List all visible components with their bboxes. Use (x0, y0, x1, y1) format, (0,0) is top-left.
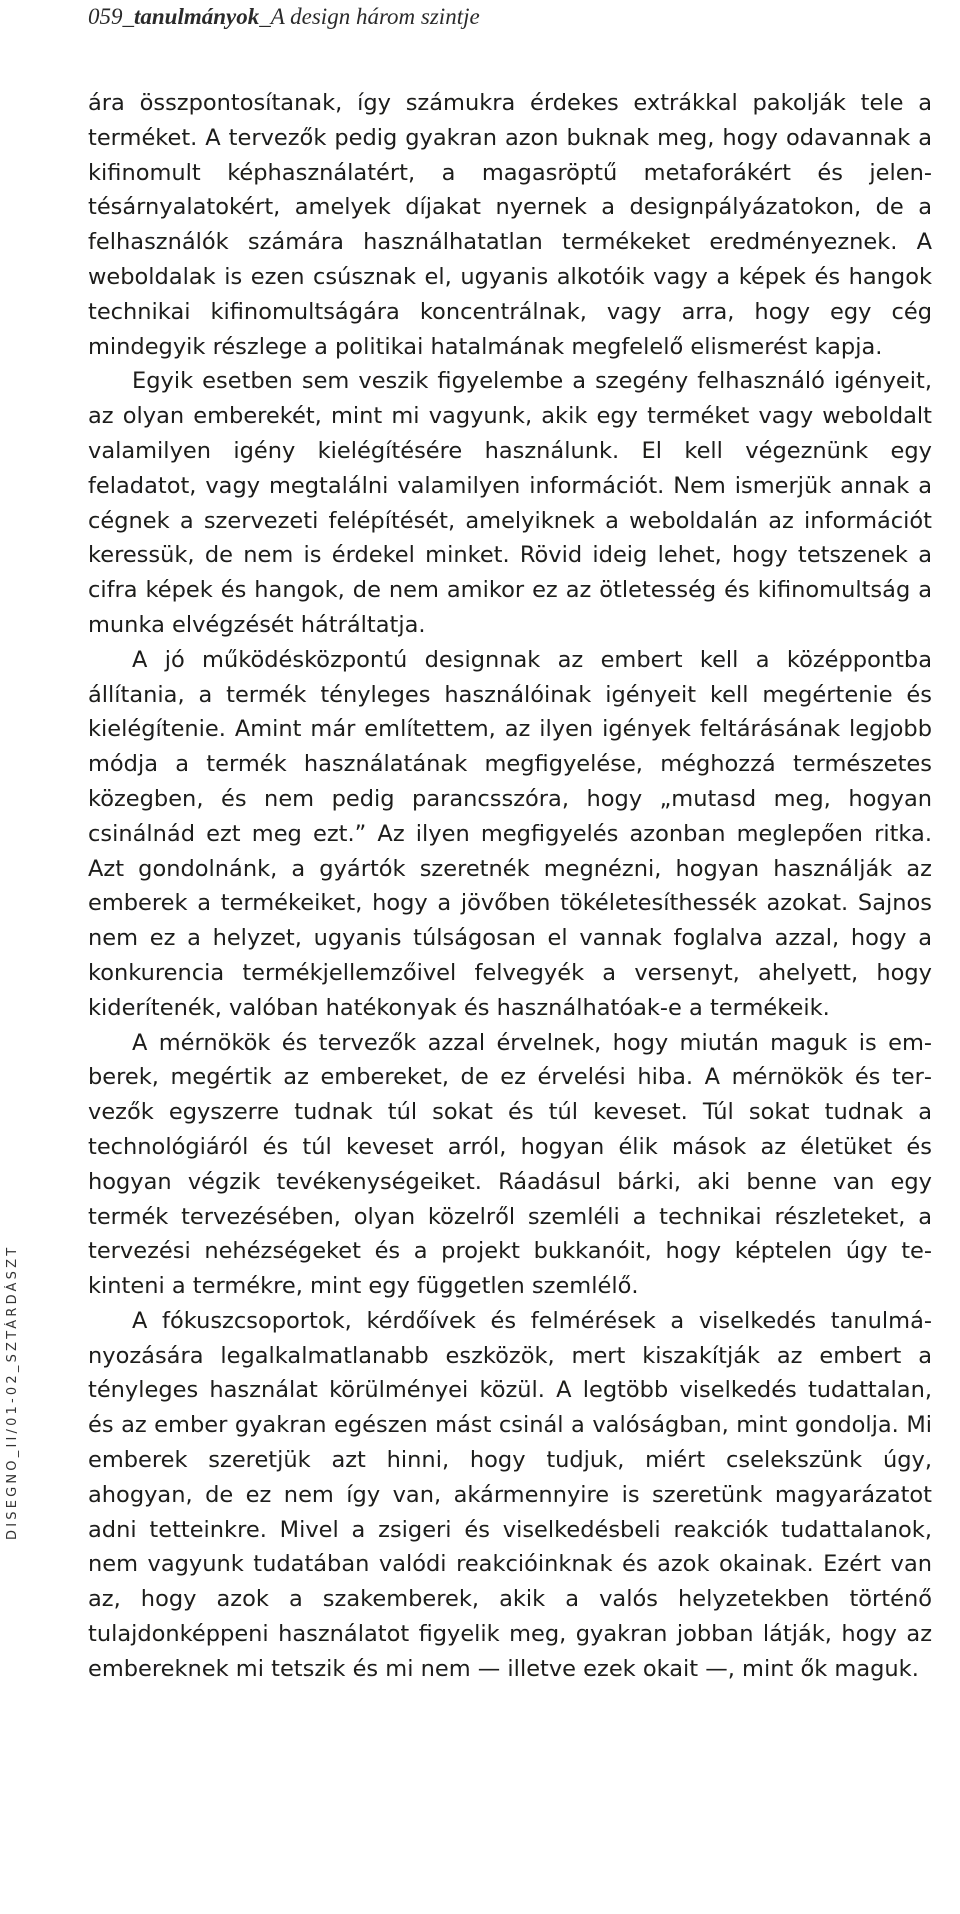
paragraph-5: A fókuszcsoportok, kérdőívek és felmérések a viselkedés tanulmányozására legalkalmatlanabb eszközök, mert kiszakítják az embert a tényleges használat körülményei közül. A legtöbb viselkedés tudattalan, és az ember gyakran egészen mást csinál a valóságban, mint gondolja. Mi emberek szeretjük azt hinni, hogy tudjuk, miért cselekszünk úgy, ahogyan, de ez nem így van, akármennyire is szeretünk magyarázatot adni tetteinkre. Mivel a zsigeri és viselkedésbeli reakciók tudattalanok, nem vagyunk tudatában valódi reakcióinknak és azok okainak. Ezért van az, hogy azok a szakemberek, akik a valós helyzetekben történő tulajdonképpeni használatot figyelik meg, gyakran jobban látják, hogy az embereknek mi tetszik és mi nem — illetve ezek okait —, mint ők maguk. (88, 1307, 932, 1682)
running-head-separator: _ (259, 4, 271, 29)
section-name: tanulmányok (134, 4, 260, 29)
journal-side-label: DISEGNO_II/01-02_SZTÁRDÁSZT (5, 1244, 20, 1540)
paragraph-3: A jó működésközpontú designnak az embert kell a középpontba állítania, a termék tényleges használóinak igényeit kell megértenie és kielégítenie. Amint már említettem, az ilyen igények feltárásának legjobb módja a termék használatának megfigyelése, méghozzá természetes közegben, és nem pedig parancsszóra, hogy „mutasd meg, hogyan csinálnád ezt meg ezt.” Az ilyen megfigyelés azonban meglepően ritka. Azt gondolnánk, a gyártók szeretnék megnézni, hogyan használják az emberek a termékeiket, hogy a jövőben tökéletesíthessék azokat. Sajnos nem ez a helyzet, ugyanis túlságosan el vannak foglalva azzal, hogy a konkurencia termékjellemzőivel felvegyék a versenyt, ahelyett, hogy kiderítenék, valóban hatékonyak és használhatóak-e a termékeik. (88, 646, 932, 1021)
article-title: A design három szintje (270, 4, 480, 29)
page-number: 059_ (88, 4, 134, 29)
paragraph-4: A mérnökök és tervezők azzal érvelnek, hogy miután maguk is emberek, megértik az embereket, de ez érvelési hiba. A mérnökök és tervezők egyszerre tudnak túl sokat és túl keveset. Túl sokat tudnak a technológiáról és túl keveset arról, hogyan élik mások az életüket és hogyan végzik tevékenységeiket. Ráadásul bárki, aki benne van egy termék tervezésében, olyan közelről szemléli a technikai részleteket, a tervezési nehézségeket és a projekt bukkanóit, hogy képtelen úgy tekinteni a termékre, mint egy független szemlélő. (88, 1029, 932, 1300)
paragraph-2: Egyik esetben sem veszik figyelembe a szegény felhasználó igényeit, az olyan emberekét, mint mi vagyunk, akik egy terméket vagy weboldalt valamilyen igény kielégítésére használunk. El kell végeznünk egy feladatot, vagy megtalálni valamilyen információt. Nem ismerjük annak a cégnek a szervezeti felépítését, amelyiknek a weboldalán az információt keressük, de nem is érdekel minket. Rövid ideig lehet, hogy tetszenek a cifra képek és hangok, de nem amikor ez az ötletesség és kifinomultság a munka elvégzését hátráltatja. (88, 368, 932, 638)
running-head (88, 2, 480, 32)
paragraph-1: ára összpontosítanak, így számukra érdekes extrákkal pakolják tele a terméket. A tervezők pedig gyakran azon buknak meg, hogy odavannak a kifinomult képhasználatért, a magasröptű metaforákért és jelentésárnyalatokért, amelyek díjakat nyernek a designpályázatokon, de a felhasználók számára használhatatlan termékeket eredményeznek. A weboldalak is ezen csúsznak el, ugyanis alkotóik vagy a képek és hangok technikai kifinomultságára koncentrálnak, vagy arra, hogy egy cég mindegyik részlege a politikai hatalmának megfelelő elismerést kapja. (88, 90, 932, 360)
article-body (88, 86, 932, 1687)
